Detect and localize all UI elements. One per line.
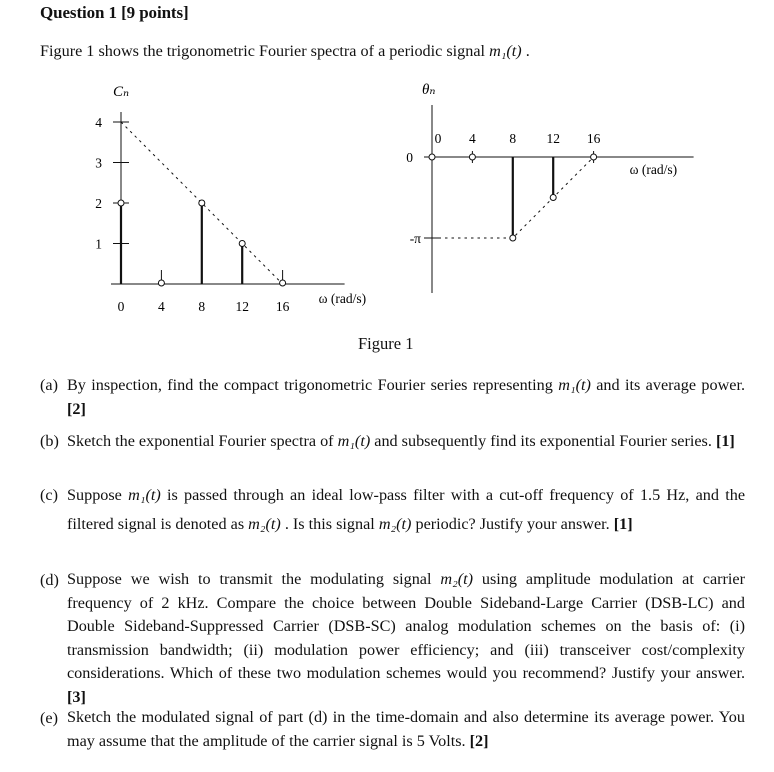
intro-suffix: . <box>521 42 530 60</box>
part-c-label: (c) <box>40 486 58 504</box>
intro-text: Figure 1 shows the trigonometric Fourier spectra of a periodic signal <box>40 42 490 60</box>
y-axis-title: θₙ <box>422 82 436 98</box>
part-b-marks: [1] <box>715 432 735 450</box>
x-tick-label: 16 <box>275 299 290 314</box>
part-b <box>40 429 745 453</box>
x-tick-label: 4 <box>158 299 165 314</box>
x-tick-label: 0 <box>434 131 442 146</box>
part-d-text: Suppose we wish to transmit the modulating signal m₂(t) using amplitude modulation at carrier frequency of 2 kHz. Compare the choice between Double Sideband-Large Carrier (DSB-LC) and Double Sideband-Suppressed Carrier (DSB-SC) analog modulation schemes on the basis of: (i) transmission bandwidth; (ii) modulation power efficiency; and (iii) transceiver cost/complexity considerations. Which of these two modulation schemes would you recommend? Justify your answer. [3] <box>67 570 745 706</box>
x-tick-label: 8 <box>509 131 517 146</box>
x-tick-label: 4 <box>469 131 476 146</box>
y-axis-title: Cₙ <box>113 84 130 100</box>
part-b-label: (b) <box>40 432 59 450</box>
y-tick-label: 1 <box>95 236 102 252</box>
part-d <box>40 568 745 709</box>
magnitude-spectrum-chart <box>95 84 366 314</box>
part-e <box>40 706 745 753</box>
part-a-text: By inspection, find the compact trigonometric Fourier series representing m₁(t) and its average power. [2] <box>67 376 745 418</box>
question-title: Question 1 [9 points] <box>40 3 189 22</box>
stem-marker <box>280 280 286 286</box>
figure-caption: Figure 1 <box>358 334 414 353</box>
intro-signal: m₁(t) <box>489 42 522 60</box>
part-a-marks: [2] <box>67 400 86 418</box>
y-tick-label: 2 <box>95 196 102 211</box>
y-tick-label: -π <box>409 231 421 246</box>
part-e-label: (e) <box>40 709 58 727</box>
x-axis-title: ω (rad/s) <box>318 291 367 306</box>
stem-marker <box>429 154 435 160</box>
y-tick-label: 3 <box>95 155 102 171</box>
part-c-text: Suppose m₁(t) is passed through an ideal low-pass filter with a cut-off frequency of 1.5 Hz, and the filtered signal is denoted as m₂(t) . Is this signal m₂(t) periodic? Justify your answer. [1] <box>67 486 745 533</box>
stem-marker <box>591 154 597 160</box>
part-b-text: Sketch the exponential Fourier spectra of m₁(t) and subsequently find its exponential Fourier series. [1] <box>67 432 735 450</box>
stem-marker <box>469 154 475 160</box>
x-tick-label: 0 <box>117 299 125 314</box>
stem-marker <box>550 195 556 201</box>
x-axis-title: ω (rad/s) <box>629 162 678 177</box>
x-tick-label: 12 <box>235 299 249 314</box>
part-a-label: (a) <box>40 376 58 394</box>
x-tick-label: 8 <box>198 299 206 314</box>
stem-marker <box>239 241 245 247</box>
y-tick-label: 4 <box>95 115 102 130</box>
part-c <box>40 481 745 539</box>
stem-marker <box>199 200 205 206</box>
figure-1 <box>0 0 774 360</box>
part-e-text: Sketch the modulated signal of part (d) in the time-domain and also determine its average power. You may assume that the amplitude of the carrier signal is 5 Volts. [2] <box>67 708 745 750</box>
part-d-label: (d) <box>40 571 59 589</box>
part-d-marks: [3] <box>67 687 86 706</box>
x-tick-label: 16 <box>586 131 601 146</box>
stem-marker <box>158 280 164 286</box>
part-a <box>40 373 745 421</box>
stem-marker <box>510 235 516 241</box>
phase-spectrum-chart <box>406 82 693 293</box>
y-tick-label: 0 <box>406 150 413 165</box>
stem-marker <box>118 200 124 206</box>
part-e-marks: [2] <box>469 731 489 750</box>
x-tick-label: 12 <box>546 131 560 146</box>
part-c-marks: [1] <box>613 515 633 533</box>
